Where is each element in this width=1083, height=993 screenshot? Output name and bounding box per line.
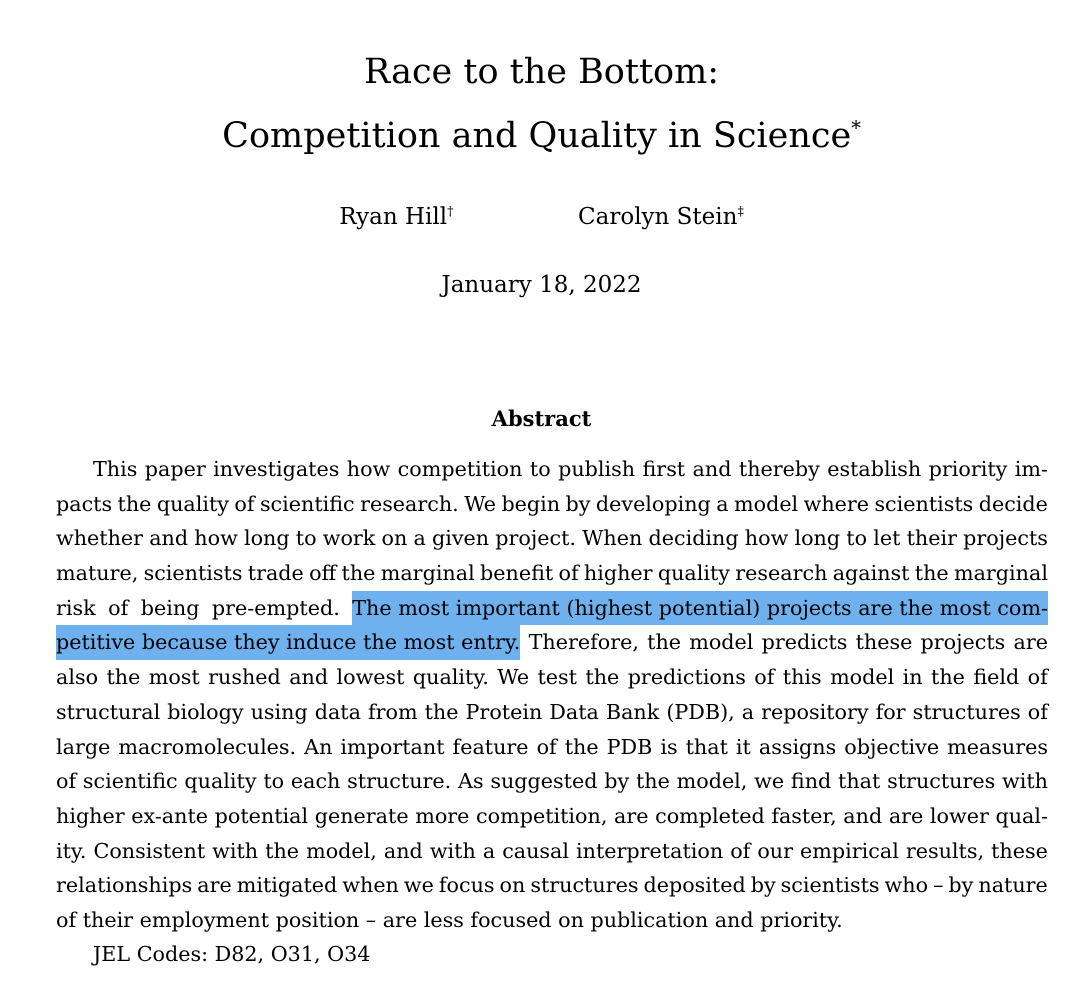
abstract-word: the	[585, 665, 620, 690]
abstract-word: –	[933, 873, 944, 898]
abstract-word: nature	[978, 873, 1048, 898]
abstract-word: data	[314, 699, 361, 724]
abstract-word: mature,	[56, 561, 139, 586]
abstract-word: with	[1002, 769, 1048, 794]
abstract-word: in	[902, 665, 923, 690]
abstract-word: quality	[184, 769, 257, 794]
abstract-word: structure.	[347, 769, 452, 794]
abstract-word: Data	[549, 699, 599, 724]
abstract-word: scientific	[259, 491, 355, 516]
author-name: Ryan Hill	[339, 204, 448, 230]
abstract-word: generate	[314, 803, 409, 828]
abstract-word: also	[56, 665, 99, 690]
abstract-word: macromolecules.	[118, 734, 297, 759]
abstract-word: by	[604, 769, 630, 794]
abstract-word: our	[757, 838, 794, 863]
title-line-2-text: Competition and Quality in Science	[222, 116, 852, 156]
abstract-word: of	[730, 838, 751, 863]
abstract-word: quality	[156, 491, 229, 516]
abstract-word: by	[948, 873, 974, 898]
abstract-word: how	[194, 526, 238, 551]
abstract-word: who	[884, 873, 929, 898]
abstract-word: important	[340, 734, 445, 759]
abstract-word: thereby	[738, 457, 820, 481]
paper-date: January 18, 2022	[441, 272, 642, 298]
abstract-word: find	[790, 769, 832, 794]
abstract-word: off	[309, 561, 337, 586]
abstract-word: long	[794, 526, 841, 551]
abstract-word: we	[754, 769, 785, 794]
abstract-word: interpretation	[576, 838, 724, 863]
abstract-word: to	[263, 769, 285, 794]
abstract-word: relationships	[56, 873, 193, 898]
abstract-word: from	[367, 699, 418, 724]
abstract-word: research	[735, 561, 828, 586]
abstract-word: of	[1027, 699, 1048, 724]
abstract-word: work	[322, 526, 376, 551]
abstract-word: a	[413, 526, 426, 551]
abstract-word: when	[342, 873, 399, 898]
abstract-word: investigates	[213, 457, 340, 481]
abstract-word: are	[888, 803, 924, 828]
abstract-word: model,	[676, 769, 748, 794]
abstract-word: a	[716, 491, 729, 516]
abstract-word: the	[635, 769, 670, 794]
abstract-word: and	[692, 457, 732, 481]
abstract-word: measures	[947, 734, 1048, 759]
abstract-word: for	[875, 699, 906, 724]
abstract-word: paper	[144, 457, 206, 481]
abstract-word: As	[458, 769, 484, 794]
abstract-word: long	[243, 526, 290, 551]
abstract-word: these	[991, 838, 1048, 863]
abstract-word: (PDB),	[666, 699, 735, 724]
abstract-word: Bank	[605, 699, 660, 724]
abstract-word: the	[106, 665, 141, 690]
abstract-word: Therefore,	[528, 630, 639, 655]
abstract-word: with	[212, 838, 259, 863]
abstract-word: qual-	[995, 803, 1048, 828]
abstract-word: predictions	[627, 665, 746, 690]
abstract-word: whether	[56, 526, 144, 551]
highlighted-text: petitive because they induce the most entry.	[56, 625, 520, 660]
abstract-word: faster,	[771, 803, 837, 828]
abstract-word: structures	[912, 699, 1021, 724]
abstract-body	[56, 452, 1048, 938]
abstract-word: feature	[452, 734, 529, 759]
abstract-line	[56, 799, 1048, 834]
abstract-word: marginal	[380, 561, 475, 586]
abstract-word: let	[873, 526, 901, 551]
abstract-word: their	[906, 526, 957, 551]
abstract-line	[56, 903, 1048, 938]
abstract-word: on	[381, 526, 408, 551]
jel-codes: JEL Codes: D82, O31, O34	[93, 942, 371, 966]
abstract-word: marginal	[953, 561, 1048, 586]
abstract-word: this	[782, 665, 822, 690]
abstract-word: are	[197, 873, 232, 898]
highlighted-text: The most important (highest potential) projects are the most com-	[352, 591, 1048, 626]
abstract-word: model	[830, 665, 895, 690]
abstract-word: focus	[438, 873, 495, 898]
abstract-word: decide	[978, 491, 1048, 516]
abstract-word: projects	[920, 630, 1006, 655]
abstract-word: and	[149, 526, 189, 551]
abstract-word: establish	[827, 457, 922, 481]
abstract-word: higher	[583, 561, 653, 586]
abstract-word: on	[499, 873, 526, 898]
abstract-word: projects	[963, 526, 1048, 551]
abstract-word: are	[1013, 630, 1048, 655]
abstract-word: competition,	[476, 803, 608, 828]
abstract-line	[56, 591, 1048, 626]
abstract-word: is	[660, 734, 678, 759]
abstract-line	[56, 834, 1048, 869]
abstract-word: and	[289, 665, 329, 690]
title-footnote-mark[interactable]: *	[851, 116, 861, 140]
abstract-word: the	[265, 838, 300, 863]
abstract-word: with	[429, 838, 476, 863]
abstract-word: the	[931, 665, 965, 690]
abstract-word: This	[93, 457, 138, 481]
abstract-word: given	[431, 526, 490, 551]
abstract-word: causal	[502, 838, 569, 863]
abstract-line	[56, 695, 1048, 730]
abstract-word: mitigated	[236, 873, 338, 898]
paper-title-line-2	[0, 116, 1083, 156]
abstract-word: the	[914, 561, 949, 586]
abstract-word: assigns	[758, 734, 837, 759]
abstract-word: When	[582, 526, 643, 551]
abstract-line	[56, 452, 1048, 487]
abstract-word: priority	[928, 457, 1008, 481]
abstract-word: how	[744, 526, 789, 551]
abstract-word: the	[647, 630, 682, 655]
abstract-word: pacts	[56, 491, 113, 516]
abstract-word: scientists	[874, 491, 974, 516]
abstract-word: where	[803, 491, 870, 516]
abstract-word: developing	[595, 491, 711, 516]
abstract-word: by	[750, 873, 776, 898]
abstract-word: biology	[167, 699, 244, 724]
abstract-word: competition	[397, 457, 523, 481]
abstract-word: using	[250, 699, 308, 724]
abstract-line	[56, 868, 1048, 903]
abstract-word: potential	[214, 803, 309, 828]
abstract-word: scientists	[780, 873, 880, 898]
abstract-line	[56, 521, 1048, 556]
abstract-word: it	[735, 734, 751, 759]
abstract-word: of	[108, 595, 129, 620]
abstract-word: against	[832, 561, 910, 586]
abstract-word: quality.	[412, 665, 489, 690]
abstract-word: quality	[657, 561, 730, 586]
abstract-word: model	[689, 630, 754, 655]
abstract-word: of	[234, 491, 255, 516]
abstract-word: lower	[929, 803, 989, 828]
abstract-word: and	[383, 838, 423, 863]
abstract-word: of	[56, 769, 77, 794]
abstract-word: model,	[306, 838, 377, 863]
abstract-word: of	[536, 734, 557, 759]
abstract-word: Protein	[465, 699, 543, 724]
abstract-word: structures	[530, 873, 639, 898]
author-name: Carolyn Stein	[578, 204, 738, 230]
abstract-word: most	[148, 665, 200, 690]
abstract-word: We	[497, 665, 530, 690]
abstract-word: PDB	[606, 734, 653, 759]
abstract-word: more	[415, 803, 470, 828]
abstract-word: We	[464, 491, 497, 516]
abstract-word: begin	[501, 491, 561, 516]
abstract-line	[56, 487, 1048, 522]
abstract-word: we	[403, 873, 434, 898]
abstract-word: to	[529, 457, 551, 481]
abstract-word: deciding	[648, 526, 739, 551]
title-line-1-text: Race to the Bottom:	[363, 52, 720, 92]
abstract-word: An	[304, 734, 333, 759]
abstract-word: how	[346, 457, 391, 481]
abstract-word: Consistent	[93, 838, 206, 863]
abstract-word: that	[685, 734, 728, 759]
abstract-heading: Abstract	[491, 406, 592, 431]
abstract-word: results,	[905, 838, 985, 863]
abstract-word: research.	[360, 491, 459, 516]
abstract-word: being	[140, 595, 200, 620]
abstract-line	[56, 556, 1048, 591]
abstract-word: of	[558, 561, 579, 586]
abstract-word: objective	[844, 734, 940, 759]
abstract-word: to	[295, 526, 317, 551]
abstract-word: a	[482, 838, 496, 863]
abstract-word: risk	[56, 595, 96, 620]
abstract-word: of	[1027, 665, 1048, 690]
abstract-word: to	[846, 526, 868, 551]
author-footnote-mark[interactable]: †	[447, 203, 454, 219]
abstract-word: structural	[56, 699, 161, 724]
abstract-word: scientific	[82, 769, 178, 794]
abstract-word: of their employment position – are less focused on publication and priority.	[56, 907, 843, 932]
abstract-word: empirical	[800, 838, 899, 863]
abstract-word: model	[734, 491, 799, 516]
abstract-word: scientists	[143, 561, 243, 586]
abstract-line	[56, 625, 1048, 660]
abstract-word: each	[290, 769, 341, 794]
abstract-word: a	[741, 699, 755, 724]
abstract-word: these	[855, 630, 913, 655]
abstract-word: predicts	[761, 630, 848, 655]
abstract-word: by	[565, 491, 591, 516]
abstract-word: ex-ante	[131, 803, 209, 828]
abstract-word: the	[424, 699, 459, 724]
abstract-word: deposited	[643, 873, 746, 898]
abstract-word: publish	[558, 457, 636, 481]
abstract-word: rushed	[208, 665, 281, 690]
abstract-word: higher	[56, 803, 125, 828]
abstract-word: lowest	[336, 665, 405, 690]
abstract-line	[56, 764, 1048, 799]
abstract-word: large	[56, 734, 111, 759]
abstract-word: trade	[247, 561, 304, 586]
abstract-word: benefit	[480, 561, 554, 586]
abstract-word: first	[642, 457, 686, 481]
author-list	[0, 204, 1083, 230]
abstract-word: structures	[887, 769, 996, 794]
abstract-word: ity.	[56, 838, 87, 863]
abstract-word: the	[117, 491, 152, 516]
abstract-word: completed	[655, 803, 765, 828]
abstract-word: pre-empted.	[211, 595, 340, 620]
abstract-line	[56, 730, 1048, 765]
abstract-word: im-	[1014, 457, 1048, 481]
abstract-word: the	[564, 734, 599, 759]
abstract-word: of	[754, 665, 775, 690]
abstract-word: that	[838, 769, 881, 794]
abstract-word: the	[341, 561, 376, 586]
abstract-word: suggested	[490, 769, 598, 794]
abstract-word: are	[614, 803, 649, 828]
paper-title-line-1	[0, 52, 1083, 92]
abstract-word: project.	[495, 526, 576, 551]
abstract-word: field	[973, 665, 1020, 690]
author-footnote-mark[interactable]: ‡	[737, 203, 744, 219]
abstract-word: repository	[761, 699, 869, 724]
abstract-word: test	[537, 665, 577, 690]
abstract-line	[56, 660, 1048, 695]
abstract-word: and	[843, 803, 883, 828]
